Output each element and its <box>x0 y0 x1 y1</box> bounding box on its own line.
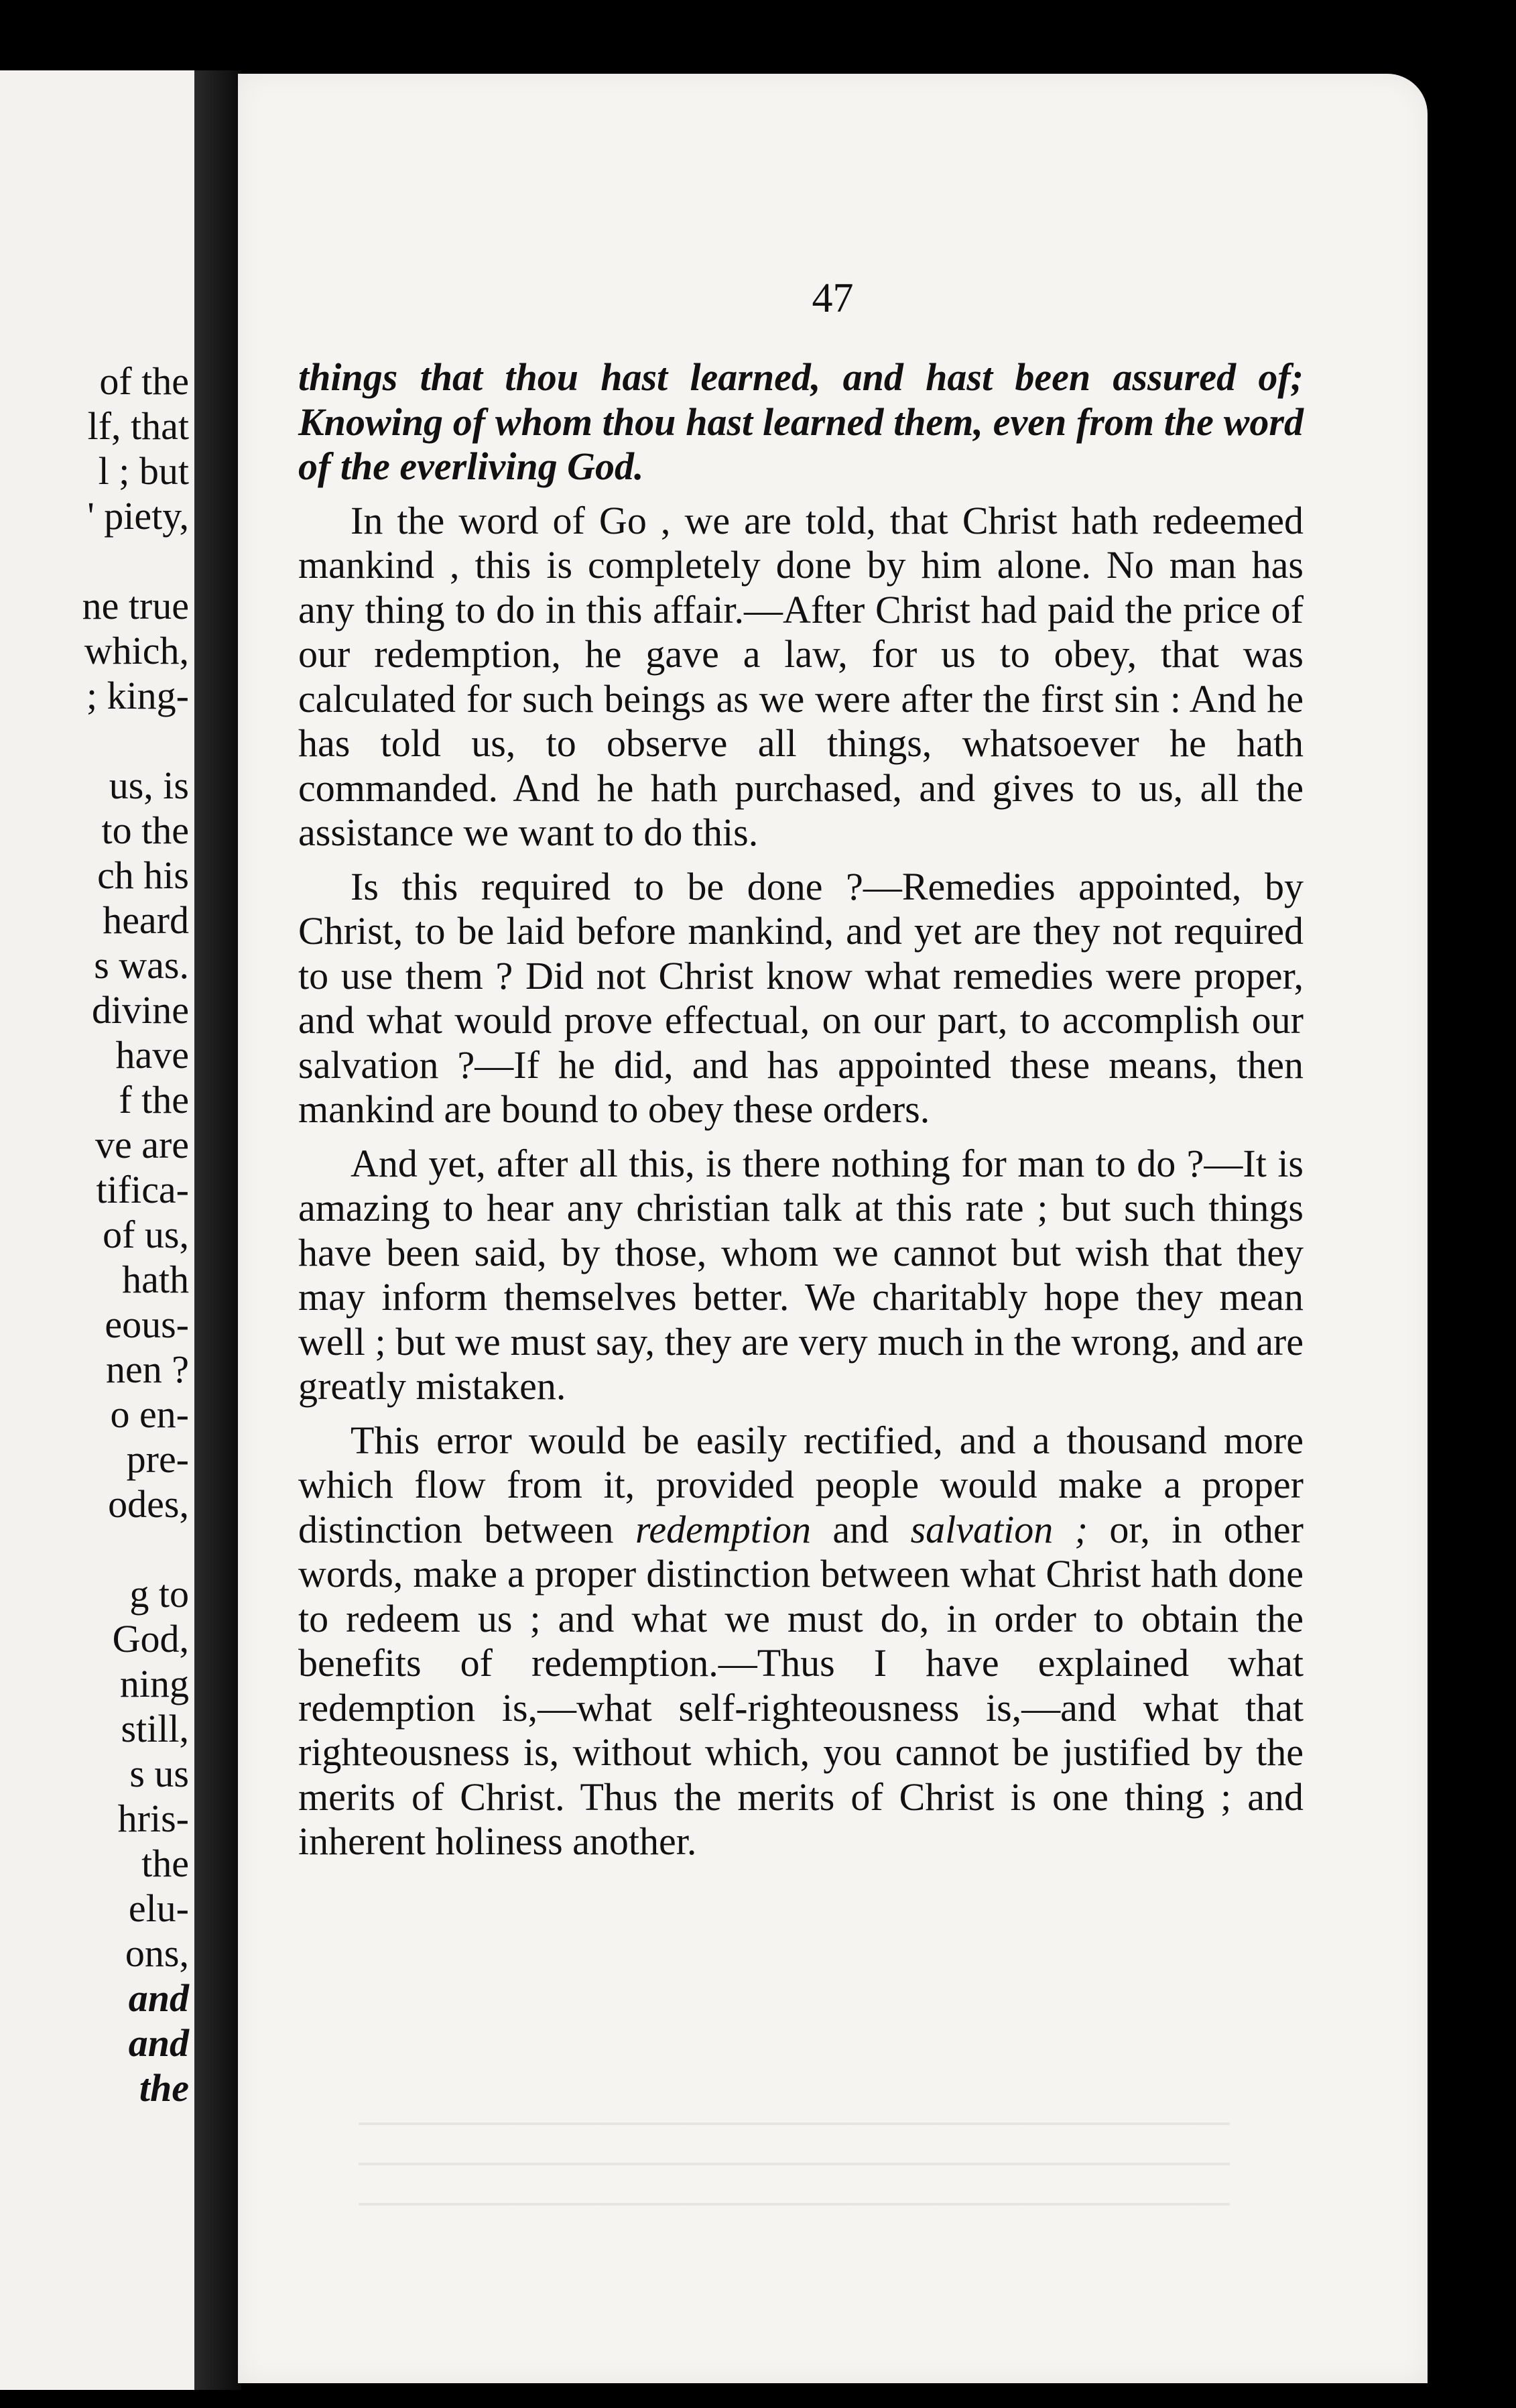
left-page-line: odes, <box>108 1482 189 1526</box>
left-page-line: g to <box>129 1572 189 1616</box>
left-page-line: nen ? <box>106 1347 189 1391</box>
left-page-line: of us, <box>103 1213 189 1256</box>
left-page-line: l ; but <box>98 449 189 493</box>
paragraph-1: In the word of Go , we are told, that Christ hath redeemed mankind , this is completely done by him alone. No man has any thing to do in this affair.—After Christ had paid the price of our redemption, he gave a law, for us to obey, that was calculated for such beings as we were after the first sin : And he has told us, to observe all things, whatsoever he hath commanded. And he hath purchased, and gives to us, all the assistance we want to do this. <box>298 498 1304 854</box>
paragraph-4-part-a: This error would be easily rectified, and a thousand more which flow from it, provided people would make a proper distinction between <box>298 1418 1304 1551</box>
left-page-line: heard <box>103 898 189 942</box>
page-body-text <box>298 355 1304 1864</box>
left-page-line: have <box>115 1033 189 1077</box>
left-page-line: ; king- <box>86 674 189 717</box>
left-page-line: the <box>141 1842 189 1885</box>
left-page-line: s us <box>129 1752 189 1795</box>
left-page-line: God, <box>112 1617 189 1661</box>
left-page-line: of the <box>99 359 189 403</box>
left-page-line: ' piety, <box>87 494 189 538</box>
left-page-line: and <box>128 1976 189 2020</box>
left-page-line: ons, <box>125 1931 189 1975</box>
left-page-line: f the <box>119 1078 189 1122</box>
left-page-line: pre- <box>126 1437 189 1481</box>
left-page-line: ve are <box>94 1123 189 1166</box>
left-page-line: elu- <box>128 1886 189 1930</box>
left-page-line: ne true <box>82 584 189 627</box>
left-page-line: tifica- <box>96 1168 189 1211</box>
paragraph-3: And yet, after all this, is there nothing for man to do ?—It is amazing to hear any christian talk at this rate ; but such things have been said, by those, whom we cannot but wish that they may inform themselves better. We charitably hope they mean well ; but we must say, they are very much in the wrong, and are greatly mistaken. <box>298 1141 1304 1408</box>
left-page-line: which, <box>84 629 189 672</box>
right-page <box>238 74 1428 2383</box>
left-page-line: s was. <box>94 943 189 987</box>
left-page-text-fragments <box>82 359 189 2110</box>
term-salvation: salvation ; <box>910 1507 1088 1551</box>
left-page-blank-line <box>82 1526 189 1571</box>
left-page-blank-line <box>82 718 189 763</box>
left-page-line: divine <box>92 988 189 1032</box>
paragraph-2: Is this required to be done ?—Remedies appointed, by Christ, to be laid before mankind, and yet are they not required to use them ? Did not Christ know what remedies were proper, and what would prove effectual, on our part, to accomplish our salvation ?—If he did, and has appointed these means, then mankind are bound to obey these orders. <box>298 864 1304 1131</box>
left-page-line: o en- <box>110 1392 189 1436</box>
left-page-line: hath <box>122 1258 189 1301</box>
left-page-blank-line <box>82 538 189 583</box>
left-page-line: and <box>128 2021 189 2065</box>
paragraph-4-part-b: and <box>810 1507 911 1551</box>
left-page-line: to the <box>101 808 189 852</box>
left-page-line: eous- <box>105 1303 189 1346</box>
left-page-line: ch his <box>97 853 189 897</box>
left-page-line: ning <box>119 1662 189 1705</box>
bleed-through-texture <box>359 2098 1230 2206</box>
left-page-line: still, <box>121 1707 189 1750</box>
scripture-quote: things that thou hast learned, and hast been assured of; Knowing of whom thou hast learned them, even from the word of the everliving God. <box>298 355 1304 488</box>
paragraph-4 <box>298 1419 1304 1864</box>
page-number: 47 <box>812 276 854 321</box>
left-page-line: lf, that <box>87 404 189 448</box>
left-page-line: hris- <box>117 1797 189 1840</box>
term-redemption: redemption <box>635 1507 811 1551</box>
left-facing-page <box>0 70 208 2390</box>
book-gutter <box>194 70 241 2390</box>
left-page-line: the <box>139 2066 189 2110</box>
left-page-line: us, is <box>109 764 189 807</box>
paragraph-4-part-c: or, in other words, make a proper distinction between what Christ hath done to redeem us ; and what we must do, in order to obtain the benefits of redemption.—Thus I have explained what redemption is,—what self-righteousness is,—and what that righteousness is, without which, you cannot be justified by the merits of Christ. Thus the merits of Christ is one thing ; and inherent holiness another. <box>298 1507 1304 1863</box>
